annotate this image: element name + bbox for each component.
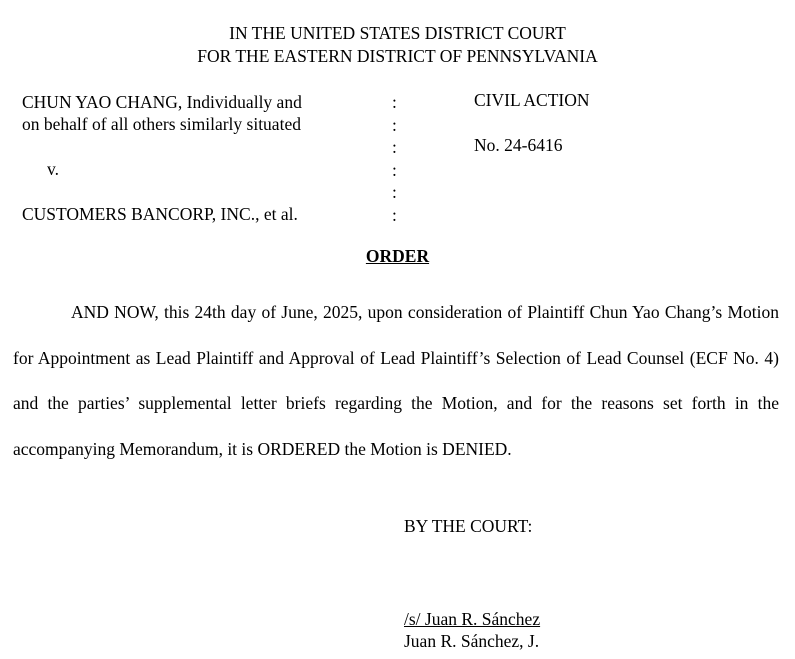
court-name-line-1: IN THE UNITED STATES DISTRICT COURT xyxy=(229,23,566,43)
plaintiff-line-2: on behalf of all others similarly situated xyxy=(22,114,301,134)
caption-colon: : xyxy=(392,204,397,225)
case-info xyxy=(474,90,590,155)
signature-block xyxy=(404,516,541,651)
plaintiff-line-1: CHUN YAO CHANG, Individually and xyxy=(22,92,302,112)
caption-colon-column xyxy=(392,91,397,227)
electronic-signature: /s/ Juan R. Sánchez xyxy=(404,609,541,629)
versus-label: v. xyxy=(47,159,59,179)
defendant-name: CUSTOMERS BANCORP, INC., et al. xyxy=(22,204,298,224)
court-name-line-2: FOR THE EASTERN DISTRICT OF PENNSYLVANIA xyxy=(197,46,598,66)
case-type: CIVIL ACTION xyxy=(474,90,590,110)
court-header xyxy=(0,22,795,68)
caption-colon: : xyxy=(392,92,397,112)
caption-colon: : xyxy=(392,137,397,158)
by-the-court-label: BY THE COURT: xyxy=(404,516,533,536)
case-caption-parties xyxy=(22,91,302,224)
case-number: No. 24-6416 xyxy=(474,135,563,155)
caption-colon: : xyxy=(392,159,397,180)
caption-colon: : xyxy=(392,182,397,203)
order-body-paragraph: AND NOW, this 24th day of June, 2025, upon consideration of Plaintiff Chun Yao Chang’s Motion for Appointment as Lead Plaintiff and Approval of Lead Plaintiff’s Selection of Lead Counsel (ECF No. 4) and the parties’ supplemental letter briefs regarding the Motion, and for the reasons set forth in the accompanying Memorandum, it is ORDERED the Motion is DENIED. xyxy=(13,302,779,459)
order-title: ORDER xyxy=(365,246,430,266)
caption-colon: : xyxy=(392,114,397,135)
judge-name: Juan R. Sánchez, J. xyxy=(404,631,540,651)
